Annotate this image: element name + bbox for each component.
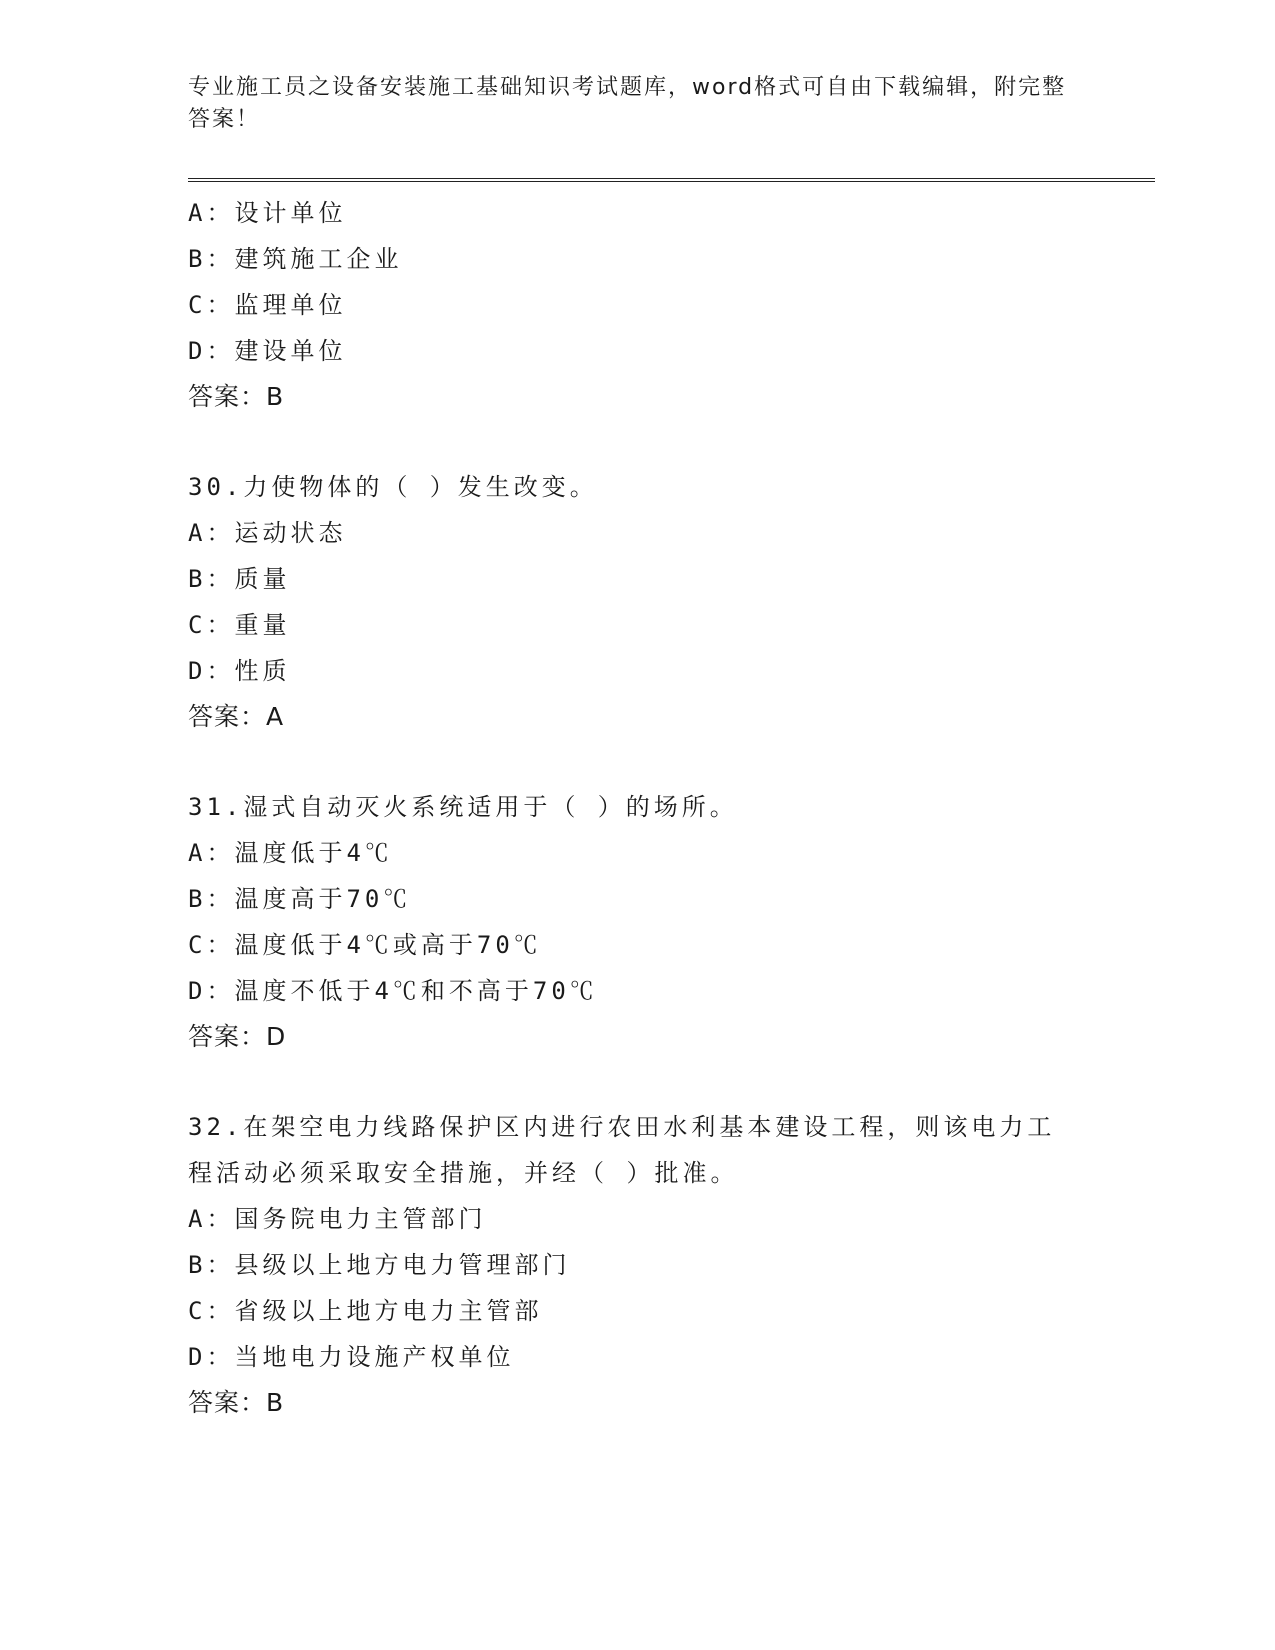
option-d: D：建设单位 xyxy=(188,337,347,365)
question-block-29 xyxy=(188,190,1068,420)
answer-label: 答案：B xyxy=(188,1388,285,1417)
answer-label: 答案：A xyxy=(188,702,285,731)
option-c: C：温度低于4℃或高于70℃ xyxy=(188,931,542,959)
question-text: 32.在架空电力线路保护区内进行农田水利基本建设工程，则该电力工程活动必须采取安全措施，并经（ ）批准。 xyxy=(188,1113,1056,1187)
option-d: D：性质 xyxy=(188,657,291,685)
option-b: B：建筑施工企业 xyxy=(188,245,403,273)
answer-label: 答案：D xyxy=(188,1022,287,1051)
option-a: A：设计单位 xyxy=(188,199,347,227)
question-block-30 xyxy=(188,464,1068,740)
question-text: 31.湿式自动灭火系统适用于（ ）的场所。 xyxy=(188,793,738,821)
option-c: C：省级以上地方电力主管部 xyxy=(188,1297,543,1325)
option-b: B：县级以上地方电力管理部门 xyxy=(188,1251,571,1279)
question-block-32 xyxy=(188,1104,1068,1426)
option-c: C：重量 xyxy=(188,611,291,639)
question-text: 30.力使物体的（ ）发生改变。 xyxy=(188,473,598,501)
question-list xyxy=(188,190,1068,1426)
option-b: B：温度高于70℃ xyxy=(188,885,412,913)
answer-label: 答案：B xyxy=(188,382,285,411)
option-d: D：温度不低于4℃和不高于70℃ xyxy=(188,977,598,1005)
question-block-31 xyxy=(188,784,1068,1060)
option-a: A：国务院电力主管部门 xyxy=(188,1205,487,1233)
option-a: A：温度低于4℃ xyxy=(188,839,393,867)
option-c: C：监理单位 xyxy=(188,291,347,319)
option-d: D：当地电力设施产权单位 xyxy=(188,1343,515,1371)
header-divider xyxy=(188,178,1155,182)
document-intro: 专业施工员之设备安装施工基础知识考试题库，word格式可自由下载编辑，附完整答案！ xyxy=(188,75,1067,132)
option-a: A：运动状态 xyxy=(188,519,347,547)
option-b: B：质量 xyxy=(188,565,291,593)
